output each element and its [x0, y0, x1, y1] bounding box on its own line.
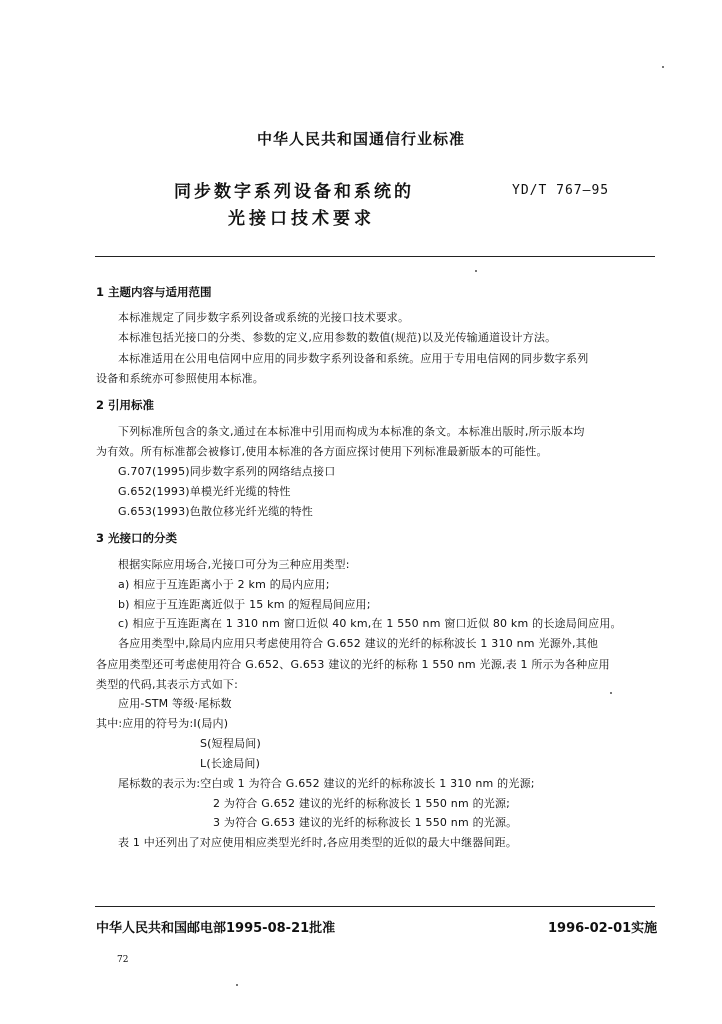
application-symbol-s: S(短程局间)	[200, 737, 261, 750]
application-type-item: c) 相应于互连距离在 1 310 nm 窗口近似 40 km,在 1 550 nm 窗口近似 80 km 的长途局间应用。	[118, 617, 622, 630]
effective-date: 1996-02-01实施	[548, 921, 658, 936]
section1-para3-line1: 本标准适用在公用电信网中应用的同步数字系列设备和系统。应用于专用电信网的同步数字系列	[118, 352, 589, 365]
section3-heading: 3 光接口的分类	[96, 531, 178, 545]
application-symbols-line: 其中:应用的符号为:I(局内)	[96, 717, 229, 730]
suffix-line3: 3 为符合 G.653 建议的光纤的标称波长 1 550 nm 的光源。	[213, 816, 518, 829]
reference-item: G.707(1995)同步数字系列的网络结点接口	[118, 465, 336, 478]
standard-number: YD/T 767—95	[512, 183, 610, 198]
application-type-item: b) 相应于互连距离近似于 15 km 的短程局间应用;	[118, 598, 371, 611]
application-type-item: a) 相应于互连距离小于 2 km 的局内应用;	[118, 578, 330, 591]
scan-speck	[662, 66, 664, 68]
approval-statement: 中华人民共和国邮电部1995-08-21批准	[96, 921, 336, 936]
section2-para1-line1: 下列标准所包含的条文,通过在本标准中引用而构成为本标准的条文。本标准出版时,所示版本均	[118, 425, 585, 438]
suffix-line2: 2 为符合 G.652 建议的光纤的标称波长 1 550 nm 的光源;	[213, 797, 511, 810]
issuing-organization: 中华人民共和国通信行业标准	[256, 130, 465, 148]
header-divider	[95, 256, 655, 257]
document-title-line2: 光接口技术要求	[228, 209, 375, 229]
section1-heading: 1 主题内容与适用范围	[96, 285, 212, 299]
section3-closing: 表 1 中还列出了对应使用相应类型光纤时,各应用类型的近似的最大中继器间距。	[118, 836, 518, 849]
document-title-line1: 同步数字系列设备和系统的	[174, 182, 414, 202]
section2-para1-line2: 为有效。所有标准都会被修订,使用本标准的各方面应探讨使用下列标准最新版本的可能性。	[96, 445, 548, 458]
page-number: 72	[117, 955, 129, 965]
section3-para2-line2: 各应用类型还可考虑使用符合 G.652、G.653 建议的光纤的标称 1 550 nm 光源,表 1 所示为各种应用	[96, 658, 610, 671]
footer-divider	[95, 906, 655, 907]
section3-para2-line1: 各应用类型中,除局内应用只考虑使用符合 G.652 建议的光纤的标称波长 1 310 nm 光源外,其他	[118, 637, 599, 650]
reference-item: G.653(1993)色散位移光纤光缆的特性	[118, 505, 313, 518]
section3-intro: 根据实际应用场合,光接口可分为三种应用类型:	[118, 558, 350, 571]
scan-speck	[610, 692, 612, 694]
suffix-line1: 尾标数的表示为:空白或 1 为符合 G.652 建议的光纤的标称波长 1 310 nm 的光源;	[118, 777, 535, 790]
application-symbol-l: L(长途局间)	[200, 757, 261, 770]
section1-para1: 本标准规定了同步数字系列设备或系统的光接口技术要求。	[118, 311, 410, 324]
scan-speck	[475, 270, 477, 272]
scan-speck	[236, 984, 238, 986]
section3-para2-line3: 类型的代码,其表示方式如下:	[96, 678, 239, 691]
section1-para3-line2: 设备和系统亦可参照使用本标准。	[96, 372, 264, 385]
section1-para2: 本标准包括光接口的分类、参数的定义,应用参数的数值(规范)以及光传输通道设计方法。	[118, 331, 557, 344]
section2-heading: 2 引用标准	[96, 398, 155, 412]
reference-item: G.652(1993)单模光纤光缆的特性	[118, 485, 291, 498]
code-format: 应用-STM 等级·尾标数	[118, 697, 232, 710]
